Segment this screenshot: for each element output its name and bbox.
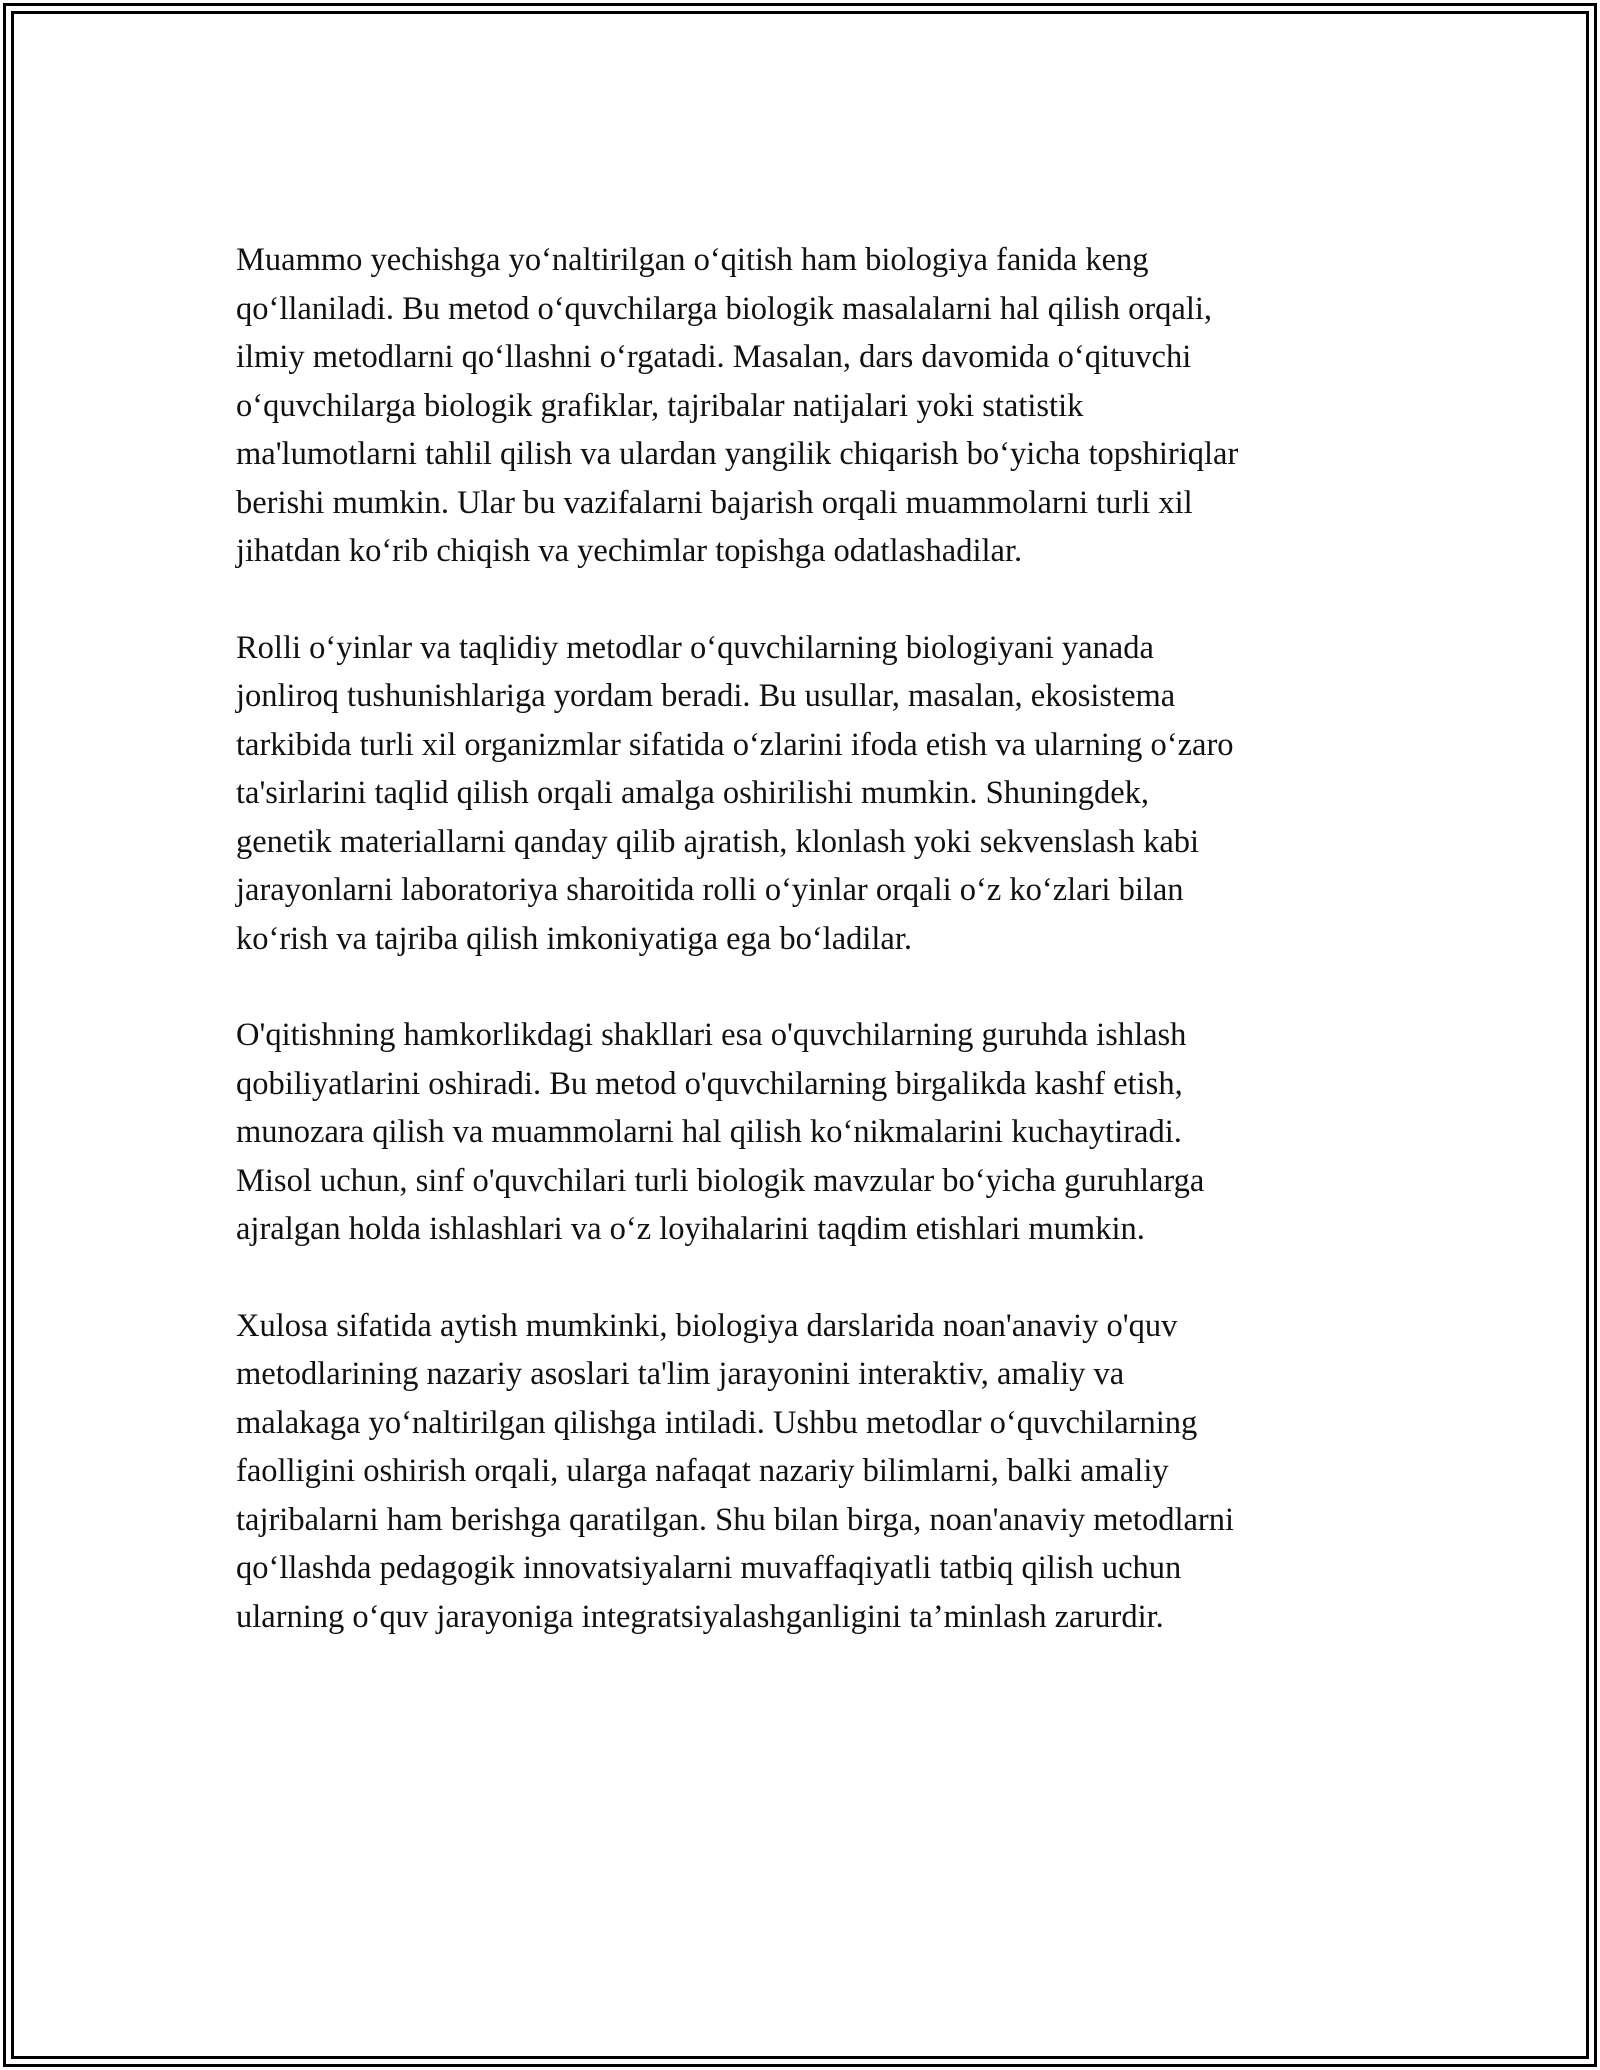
- text-line: qo‘llashda pedagogik innovatsiyalarni muvaffaqiyatli tatbiq qilish uchun: [236, 1550, 1182, 1586]
- paragraph-2: [236, 624, 1386, 964]
- text-line: tarkibida turli xil organizmlar sifatida o‘zlarini ifoda etish va ularning o‘zaro: [236, 726, 1234, 763]
- text-line: o‘quvchilarga biologik grafiklar, tajribalar natijalari yoki statistik: [236, 387, 1084, 424]
- text-line: berishi mumkin. Ular bu vazifalarni bajarish orqali muammolarni turli xil: [236, 484, 1193, 521]
- text-line: ta'sirlarini taqlid qilish orqali amalga oshirilishi mumkin. Shuningdek,: [236, 775, 1150, 811]
- text-line: faolligini oshirish orqali, ularga nafaqat nazariy bilimlarni, balki amaliy: [236, 1453, 1169, 1489]
- text-line: ularning o‘quv jarayoniga integratsiyalashganligini ta’minlash zarurdir.: [236, 1598, 1164, 1635]
- document-body: [236, 236, 1386, 1689]
- text-line: metodlarining nazariy asoslari ta'lim jarayonini interaktiv, amaliy va: [236, 1356, 1125, 1392]
- text-line: Muammo yechishga yo‘naltirilgan o‘qitish ham biologiya fanida keng: [236, 242, 1149, 278]
- text-line: ajralgan holda ishlashlari va o‘z loyihalarini taqdim etishlari mumkin.: [236, 1211, 1145, 1247]
- paragraph-1: [236, 236, 1386, 576]
- text-line: Xulosa sifatida aytish mumkinki, biologiya darslarida noan'anaviy o'quv: [236, 1307, 1178, 1344]
- text-line: Rolli o‘yinlar va taqlidiy metodlar o‘quvchilarning biologiyani yanada: [236, 629, 1154, 666]
- text-line: ma'lumotlarni tahlil qilish va ulardan yangilik chiqarish bo‘yicha topshiriqlar: [236, 436, 1239, 472]
- text-line: tajribalarni ham berishga qaratilgan. Shu bilan birga, noan'anaviy metodlarni: [236, 1501, 1235, 1538]
- text-line: qobiliyatlarini oshiradi. Bu metod o'quvchilarning birgalikda kashf etish,: [236, 1065, 1183, 1102]
- text-line: ko‘rish va tajriba qilish imkoniyatiga ega bo‘ladilar.: [236, 920, 913, 957]
- text-line: jonliroq tushunishlariga yordam beradi. Bu usullar, masalan, ekosistema: [236, 678, 1176, 714]
- text-line: Misol uchun, sinf o'quvchilari turli biologik mavzular bo‘yicha guruhlarga: [236, 1162, 1205, 1199]
- text-line: O'qitishning hamkorlikdagi shakllari esa o'quvchilarning guruhda ishlash: [236, 1017, 1187, 1053]
- paragraph-4: [236, 1302, 1386, 1642]
- text-line: genetik materiallarni qanday qilib ajratish, klonlash yoki sekvenslash kabi: [236, 823, 1200, 860]
- text-line: jarayonlarni laboratoriya sharoitida rolli o‘yinlar orqali o‘z ko‘zlari bilan: [236, 872, 1184, 908]
- text-line: munozara qilish va muammolarni hal qilish ko‘nikmalarini kuchaytiradi.: [236, 1114, 1182, 1150]
- paragraph-3: [236, 1011, 1386, 1254]
- text-line: jihatdan ko‘rib chiqish va yechimlar topishga odatlashadilar.: [236, 533, 1023, 569]
- text-line: malakaga yo‘naltirilgan qilishga intiladi. Ushbu metodlar o‘quvchilarning: [236, 1404, 1198, 1441]
- text-line: ilmiy metodlarni qo‘llashni o‘rgatadi. Masalan, dars davomida o‘qituvchi: [236, 339, 1192, 375]
- text-line: qo‘llaniladi. Bu metod o‘quvchilarga biologik masalalarni hal qilish orqali,: [236, 290, 1212, 327]
